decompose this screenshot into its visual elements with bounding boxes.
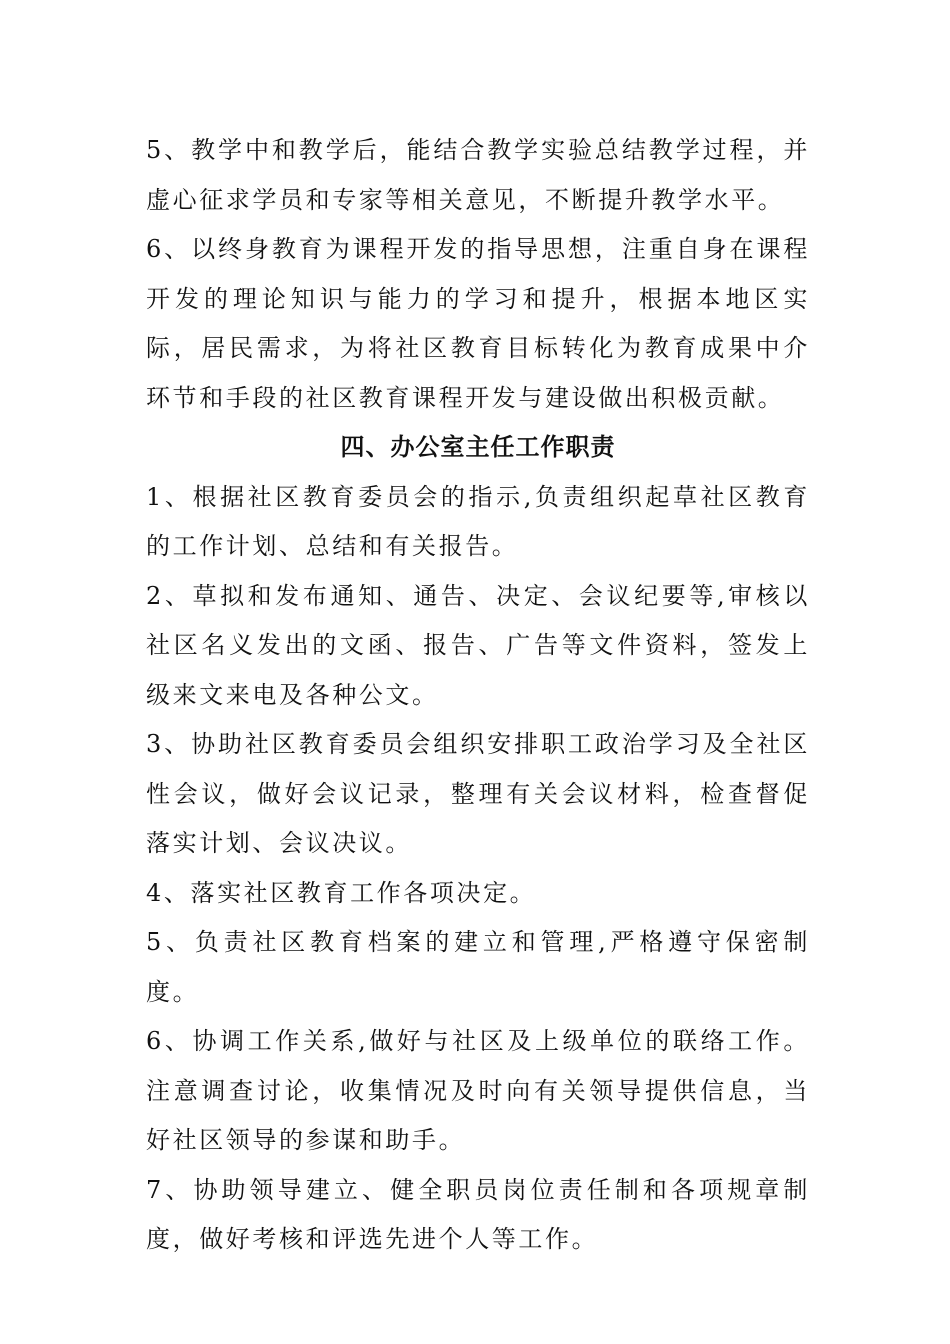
paragraph-duty-7: 7、协助领导建立、健全职员岗位责任制和各项规章制度，做好考核和评选先进个人等工作。 <box>146 1175 810 1253</box>
section-heading: 四、办公室主任工作职责 <box>340 433 616 461</box>
document-body <box>146 126 810 1265</box>
paragraph-item-6-lifelong-education: 6、以终身教育为课程开发的指导思想，注重自身在课程开发的理论知识与能力的学习和提升，根据本地区实际，居民需求，为将社区教育目标转化为教育成果中介环节和手段的社区教育课程开发与建设做出积极贡献。 <box>146 235 810 412</box>
paragraph-duty-4: 4、落实社区教育工作各项决定。 <box>146 878 537 907</box>
paragraph-duty-6: 6、协调工作关系,做好与社区及上级单位的联络工作。注意调查讨论，收集情况及时向有关领导提供信息，当好社区领导的参谋和助手。 <box>146 1027 810 1154</box>
paragraph-duty-3: 3、协助社区教育委员会组织安排职工政治学习及全社区性会议，做好会议记录，整理有关会议材料，检查督促落实计划、会议决议。 <box>146 730 810 857</box>
paragraph-item-5-teaching: 5、教学中和教学后，能结合教学实验总结教学过程，并虚心征求学员和专家等相关意见，不断提升教学水平。 <box>146 136 810 214</box>
paragraph-duty-2: 2、草拟和发布通知、通告、决定、会议纪要等,审核以社区名义发出的文函、报告、广告等文件资料，签发上级来文来电及各种公文。 <box>146 581 810 709</box>
paragraph-duty-1: 1、根据社区教育委员会的指示,负责组织起草社区教育的工作计划、总结和有关报告。 <box>146 482 810 560</box>
paragraph-duty-5: 5、负责社区教育档案的建立和管理,严格遵守保密制度。 <box>146 928 810 1006</box>
